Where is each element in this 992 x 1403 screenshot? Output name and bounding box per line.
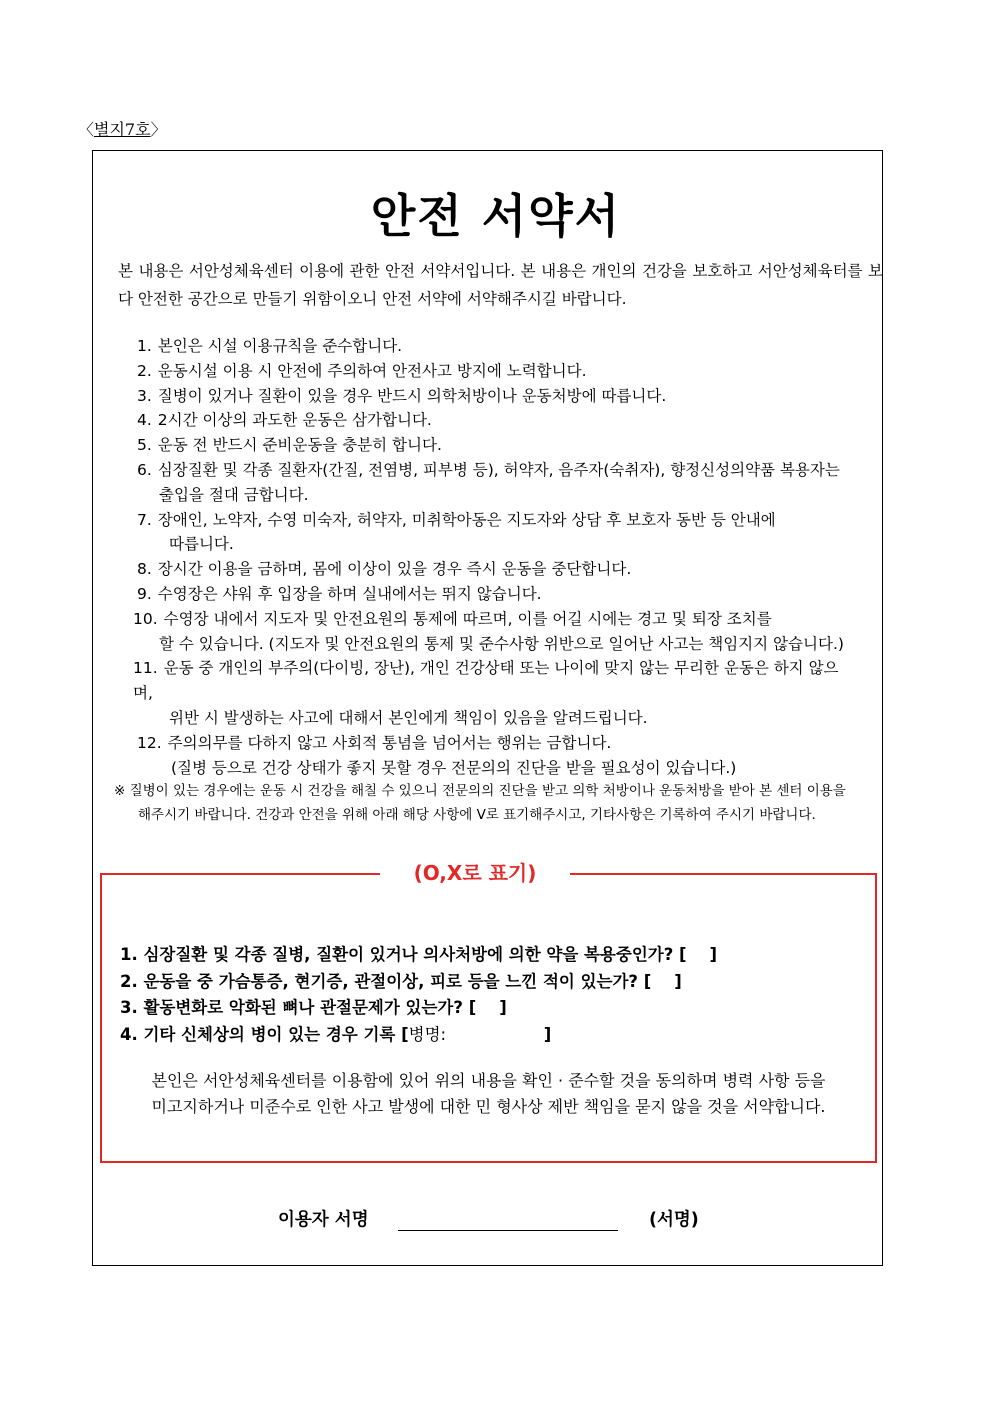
rule-item <box>137 359 857 384</box>
rule-number: 7. <box>137 510 152 529</box>
agreement-line-2: 미고지하거나 미준수로 인한 사고 발생에 대한 민 형사상 제반 책임을 묻지 않을 것을 서약합니다. <box>151 1097 826 1116</box>
signature-label: 이용자 서명 <box>278 1210 369 1230</box>
rule-text <box>133 656 857 706</box>
rule-first-line: 질병이 있거나 질환이 있을 경우 반드시 의학처방이나 운동처방에 따릅니다. <box>157 386 667 405</box>
rule-number: 2. <box>137 361 152 380</box>
rule-item <box>137 731 857 781</box>
intro-paragraph: 본 내용은 서안성체육센터 이용에 관한 안전 서약서입니다. 본 내용은 개인의 건강을 보호하고 서안성체육터를 보다 안전한 공간으로 만들기 위함이오니 안전 서약에 서약해주시길 바랍니다. <box>118 262 883 308</box>
rule-number: 8. <box>137 560 152 579</box>
rule-first-line: 장애인, 노약자, 수영 미숙자, 허약자, 미취학아동은 지도자와 상담 후 보호자 동반 등 안내에 <box>157 510 776 529</box>
rule-item <box>137 582 857 607</box>
rule-text <box>137 384 857 409</box>
rule-text <box>137 458 857 483</box>
checklist-item-4-close: ] <box>446 1024 552 1044</box>
rule-continuation: 위반 시 발생하는 사고에 대해서 본인에게 책임이 있음을 알려드립니다. <box>169 708 648 727</box>
rule-continuation: 할 수 있습니다. (지도자 및 안전요원의 통제 및 준수사항 위반으로 일어난 사고는 책임지지 않습니다.) <box>159 634 844 653</box>
rule-number: 1. <box>137 337 152 355</box>
rule-first-line: 2시간 이상의 과도한 운동은 삼가합니다. <box>157 411 432 430</box>
rule-text <box>137 557 857 582</box>
rule-text <box>137 433 857 458</box>
rule-first-line: 운동시설 이용 시 안전에 주의하여 안전사고 방지에 노력합니다. <box>157 361 587 380</box>
rule-number: 9. <box>137 584 152 603</box>
rule-item <box>137 408 857 433</box>
rule-item <box>137 433 857 458</box>
rule-first-line: 운동 중 개인의 부주의(다이빙, 장난), 개인 건강상태 또는 나이에 맞지 않는 무리한 운동은 하지 않으며, <box>133 659 839 703</box>
rule-text <box>133 607 857 632</box>
checklist-item-4-label: 4. 기타 신체상의 병이 있는 경우 기록 [ <box>120 1024 409 1044</box>
rule-first-line: 장시간 이용을 금하며, 몸에 이상이 있을 경우 즉시 운동을 중단합니다. <box>157 560 632 579</box>
checklist-items <box>120 942 717 1048</box>
health-note-line2: 해주시기 바랍니다. 건강과 안전을 위해 아래 해당 사항에 V로 표기해주시고, 기타사항은 기록하여 주시기 바랍니다. <box>138 807 816 823</box>
rule-text <box>137 508 857 533</box>
rule-text <box>137 359 857 384</box>
health-note-line1: ※ 질병이 있는 경우에는 운동 시 건강을 해칠 수 있으니 전문의의 진단을 받고 의학 처방이나 운동처방을 받아 본 센터 이용을 <box>114 783 846 799</box>
checklist-heading: (O,X로 표기) <box>380 858 570 888</box>
rule-item <box>137 508 857 558</box>
rule-first-line: 수영장 내에서 지도자 및 안전요원의 통제에 따르며, 이를 어길 시에는 경고 및 퇴장 조치를 <box>163 609 772 628</box>
page-title: 안전 서약서 <box>370 189 622 243</box>
rule-text <box>137 334 857 359</box>
rule-number: 10. <box>133 609 158 628</box>
rule-number: 11. <box>133 659 158 678</box>
annex-close: 〉 <box>150 120 167 139</box>
annex-open: 〈 <box>78 120 95 139</box>
rule-item <box>137 334 857 359</box>
rule-item <box>137 384 857 409</box>
rule-first-line: 수영장은 샤워 후 입장을 하며 실내에서는 뛰지 않습니다. <box>157 584 542 603</box>
annex-label <box>78 117 167 140</box>
agreement-statement <box>100 1068 877 1120</box>
rule-continuation: (질병 등으로 건강 상태가 좋지 못할 경우 전문의의 진단을 받을 필요성이 있습니다.) <box>171 758 737 777</box>
rule-first-line: 심장질환 및 각종 질환자(간질, 전염병, 피부병 등), 허약자, 음주자(숙취자), 향정신성의약품 복용자는 <box>157 460 840 479</box>
rule-number: 12. <box>137 733 162 752</box>
checklist-item-1[interactable]: 1. 심장질환 및 각종 질병, 질환이 있거나 의사처방에 의한 약을 복용중인가? [ ] <box>120 945 718 964</box>
rule-item <box>137 458 857 508</box>
annex-number: 별지7호 <box>94 120 151 139</box>
rule-text <box>137 582 857 607</box>
rule-number: 5. <box>137 436 152 455</box>
rule-number: 6. <box>137 460 152 479</box>
rule-item <box>133 607 857 657</box>
rule-item <box>133 656 857 730</box>
rule-number: 4. <box>137 411 152 430</box>
checklist-item-2[interactable]: 2. 운동을 중 가슴통증, 현기증, 관절이상, 피로 등을 느낀 적이 있는가? [ ] <box>120 971 682 991</box>
rule-first-line: 운동 전 반드시 준비운동을 충분히 합니다. <box>157 436 442 455</box>
rules-list <box>133 334 857 780</box>
rule-first-line: 본인은 시설 이용규칙을 준수합니다. <box>157 337 403 355</box>
checklist-item-3[interactable]: 3. 활동변화로 악화된 뼈나 관절문제가 있는가? [ ] <box>120 998 507 1017</box>
rule-continuation: 출입을 절대 금합니다. <box>159 485 309 504</box>
rule-text <box>137 408 857 433</box>
rule-item <box>137 557 857 582</box>
checklist-item-4[interactable] <box>120 1022 717 1049</box>
rule-number: 3. <box>137 386 152 405</box>
rule-first-line: 주의의무를 다하지 않고 사회적 통념을 넘어서는 행위는 금합니다. <box>167 733 612 752</box>
disease-name-field[interactable]: 병명: <box>408 1024 447 1044</box>
rule-text <box>137 731 857 756</box>
health-note <box>114 779 884 827</box>
rule-continuation: 따릅니다. <box>169 535 234 554</box>
signature-mark: (서명) <box>649 1210 699 1230</box>
agreement-line-1: 본인은 서안성체육센터를 이용함에 있어 위의 내용을 확인 · 준수할 것을 동의하며 병력 사항 등을 <box>151 1071 826 1090</box>
signature-line[interactable] <box>398 1230 618 1231</box>
